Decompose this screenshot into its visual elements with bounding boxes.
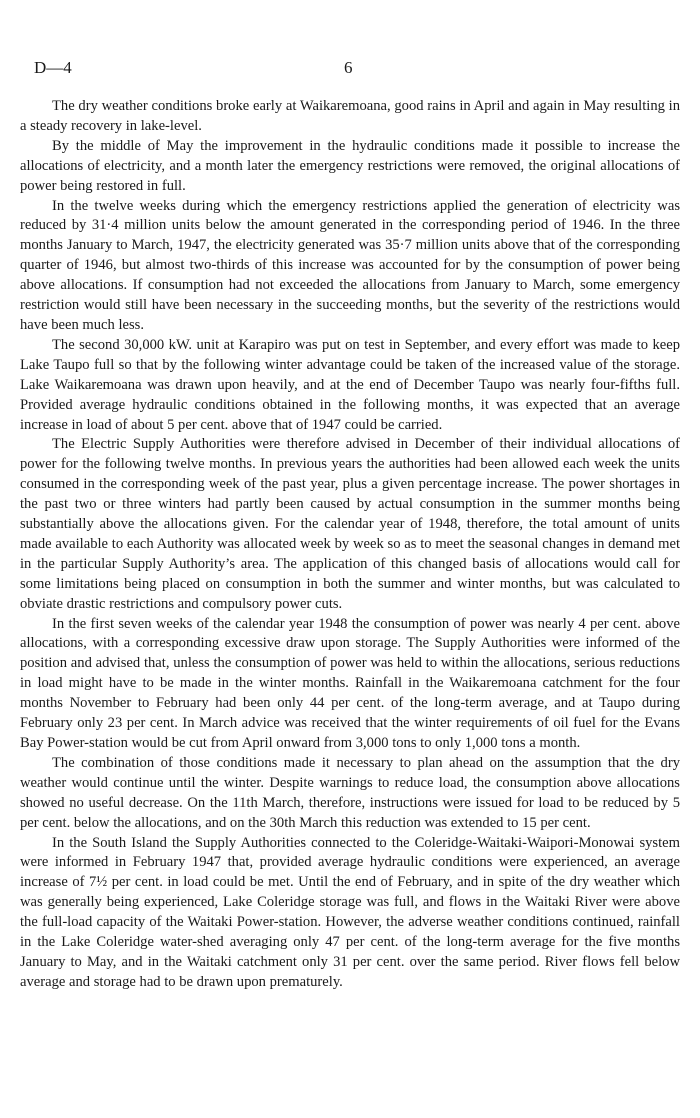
page-header	[34, 58, 670, 82]
document-reference: D—4	[34, 58, 72, 77]
body-text	[20, 97, 680, 993]
paragraph: The Electric Supply Authorities were therefore advised in December of their individual allocations of power for the following twelve months. In previous years the authorities had been allowed each week the units consumed in the corresponding week of the past year, plus a given percentage increase. The power shortages in the past two or three winters had partly been caused by actual consumption in the summer months being substantially above the allocations given. For the calendar year of 1948, therefore, the total amount of units made available to each Authority was allocated week by week so as to meet the seasonal changes in demand met in the particular Supply Authority’s area. The application of this changed basis of allocations would call for some limitations being placed on consumption in both the summer and winter months, but was calculated to obviate drastic restrictions and compulsory power cuts.	[20, 436, 680, 612]
paragraph: In the South Island the Supply Authorities connected to the Coleridge-Waitaki-Waipori-Monowai system were informed in February 1947 that, provided average hydraulic conditions were experienced, an average increase of 7½ per cent. in load could be met. Until the end of February, and in spite of the dry weather which was generally being experienced, Lake Coleridge storage was full, and flows in the Waitaki River were above the full-load capacity of the Waitaki Power-station. However, the adverse weather conditions continued, rainfall in the Lake Coleridge water-shed averaging only 47 per cent. of the long-term average for the five months January to May, and in the Waitaki catchment only 31 per cent. over the same period. River flows fell below average and storage had to be drawn upon prematurely.	[20, 834, 680, 990]
page-number: 6	[344, 58, 353, 77]
paragraph: In the twelve weeks during which the emergency restrictions applied the generation of electricity was reduced by 31·4 million units below the amount generated in the corresponding period of 1946. In the three months January to March, 1947, the electricity generated was 35·7 million units above that of the corresponding quarter of 1946, but almost two-thirds of this increase was accounted for by the consumption of power being above allocations. If consumption had not exceeded the allocations from January to March, some emergency restriction would still have been necessary in the succeeding months, but the severity of the restrictions would have been much less.	[20, 197, 680, 333]
paragraph: In the first seven weeks of the calendar year 1948 the consumption of power was nearly 4 per cent. above allocations, with a corresponding excessive draw upon storage. The Supply Authorities were informed of the position and advised that, unless the consumption of power was held to within the allocations, serious reductions in load might have to be made in the winter months. Rainfall in the Waikaremoana catchment for the four months November to February had been only 44 per cent. of the long-term average, and at Taupo during February only 23 per cent. In March advice was received that the winter requirements of oil fuel for the Evans Bay Power-station would be cut from April onward from 3,000 tons to only 1,000 tons a month.	[20, 615, 680, 751]
paragraph: The dry weather conditions broke early at Waikaremoana, good rains in April and again in May resulting in a steady recovery in lake-level.	[20, 98, 680, 134]
paragraph: The combination of those conditions made it necessary to plan ahead on the assumption that the dry weather would continue until the winter. Despite warnings to reduce load, the consumption above allocations showed no useful decrease. On the 11th March, therefore, instructions were issued for load to be reduced by 5 per cent. below the allocations, and on the 30th March this reduction was extended to 15 per cent.	[20, 754, 680, 831]
paragraph: By the middle of May the improvement in the hydraulic conditions made it possible to increase the allocations of electricity, and a month later the emergency restrictions were removed, the original allocations of power being restored in full.	[20, 137, 680, 194]
paragraph: The second 30,000 kW. unit at Karapiro was put on test in September, and every effort was made to keep Lake Taupo full so that by the following winter advantage could be taken of the increased value of the storage. Lake Waikaremoana was drawn upon heavily, and at the end of December Taupo was nearly four-fifths full. Provided average hydraulic conditions obtained in the following months, it was expected that an average increase in load of about 5 per cent. above that of 1947 could be carried.	[20, 336, 680, 433]
